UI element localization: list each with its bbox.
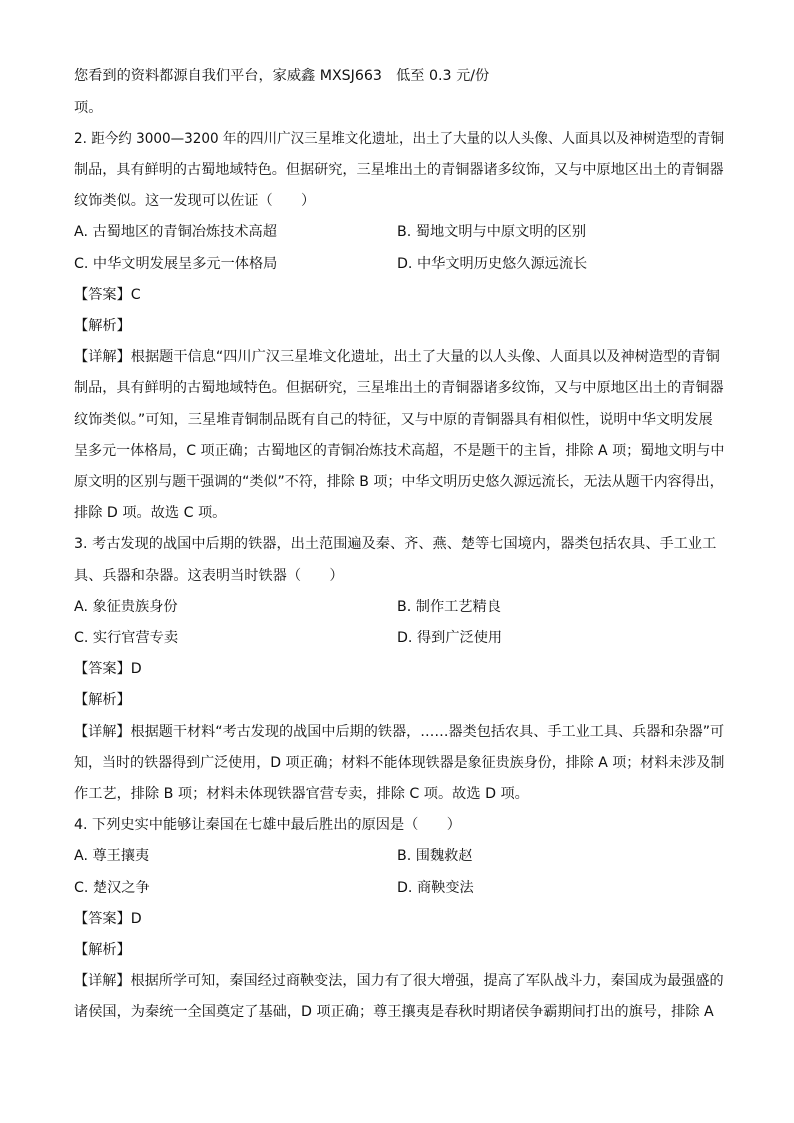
q4-analysis-heading: 【解析】 — [74, 942, 131, 958]
q4-stem-line: 4. 下列史实中能够让秦国在七雄中最后胜出的原因是（ ） — [74, 817, 461, 833]
q4-detail-line: 【详解】根据所学可知，秦国经过商鞅变法，国力有了很大增强，提高了军队战斗力，秦国成为最强盛的 — [74, 973, 724, 989]
q4-detail-line: 诸侯国，为秦统一全国奠定了基础，D 项正确；尊王攘夷是春秋时期诸侯争霸期间打出的旗号，排除 A — [74, 1004, 714, 1020]
q2-analysis-heading: 【解析】 — [74, 318, 131, 334]
q3-option-b: B. 制作工艺精良 — [397, 599, 501, 615]
q2-stem-line: 纹饰类似。这一发现可以佐证（ ） — [74, 193, 316, 209]
q2-detail-line: 【详解】根据题干信息“四川广汉三星堆文化遗址，出土了大量的以人头像、人面具以及神树造型的青铜 — [74, 349, 720, 365]
q4-option-a: A. 尊王攘夷 — [74, 848, 150, 864]
q3-option-c: C. 实行官营专卖 — [74, 630, 179, 646]
continued-line: 项。 — [74, 100, 103, 116]
q2-detail-line: 排除 D 项。故选 C 项。 — [74, 505, 227, 521]
q2-stem-line: 制品，具有鲜明的古蜀地域特色。但据研究，三星堆出土的青铜器诸多纹饰，又与中原地区出土的青铜器 — [74, 162, 724, 178]
q2-detail-line: 呈多元一体格局，C 项正确；古蜀地区的青铜冶炼技术高超，不是题干的主旨，排除 A 项；蜀地文明与中 — [74, 443, 725, 459]
q2-option-d: D. 中华文明历史悠久源远流长 — [397, 256, 588, 272]
q2-option-a: A. 古蜀地区的青铜冶炼技术高超 — [74, 224, 277, 240]
q4-option-d: D. 商鞅变法 — [397, 880, 474, 896]
q4-option-c: C. 楚汉之争 — [74, 880, 150, 896]
q4-answer: 【答案】D — [74, 911, 142, 927]
q2-detail-line: 制品，具有鲜明的古蜀地域特色。但据研究，三星堆出土的青铜器诸多纹饰，又与中原地区出土的青铜器 — [74, 380, 724, 396]
q2-stem-line: 2. 距今约 3000—3200 年的四川广汉三星堆文化遗址，出土了大量的以人头像、人面具以及神树造型的青铜 — [74, 131, 724, 147]
q2-detail-line: 纹饰类似。”可知，三星堆青铜制品既有自己的特征，又与中原的青铜器具有相似性，说明中华文明发展 — [74, 412, 713, 428]
q3-option-a: A. 象征贵族身份 — [74, 599, 178, 615]
q4-option-b: B. 围魏救赵 — [397, 848, 473, 864]
q2-option-b: B. 蜀地文明与中原文明的区别 — [397, 224, 587, 240]
q2-detail-line: 原文明的区别与题干强调的“类似”不符，排除 B 项；中华文明历史悠久源远流长，无法从题干内容得出， — [74, 474, 724, 490]
promo-banner: 您看到的资料都源自我们平台，家威鑫 MXSJ663 低至 0.3 元/份 — [74, 68, 490, 84]
q3-option-d: D. 得到广泛使用 — [397, 630, 503, 646]
q3-detail-line: 【详解】根据题干材料“考古发现的战国中后期的铁器，……器类包括农具、手工业工具、兵器和杂器”可 — [74, 724, 725, 740]
q3-detail-line: 作工艺，排除 B 项；材料未体现铁器官营专卖，排除 C 项。故选 D 项。 — [74, 786, 529, 802]
q3-stem-line: 具、兵器和杂器。这表明当时铁器（ ） — [74, 568, 344, 584]
q3-analysis-heading: 【解析】 — [74, 692, 131, 708]
q3-stem-line: 3. 考古发现的战国中后期的铁器，出土范围遍及秦、齐、燕、楚等七国境内，器类包括农具、手工业工 — [74, 536, 717, 552]
q2-option-c: C. 中华文明发展呈多元一体格局 — [74, 256, 278, 272]
q2-answer: 【答案】C — [74, 287, 141, 303]
q3-detail-line: 知，当时的铁器得到广泛使用，D 项正确；材料不能体现铁器是象征贵族身份，排除 A 项；材料未涉及制 — [74, 755, 725, 771]
q3-answer: 【答案】D — [74, 661, 142, 677]
